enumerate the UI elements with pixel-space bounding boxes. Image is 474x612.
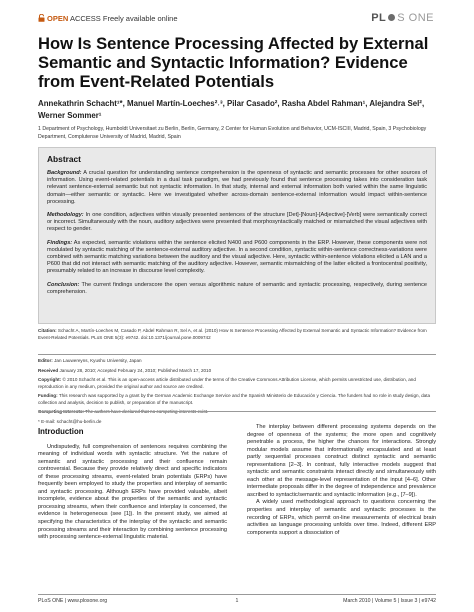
abstract-background: [47, 170, 427, 206]
findings-text: As expected, semantic violations within the sentence elicited N400 and P600 components in the ERP. However, these components were not modulated by syntactic matching of the sentence-external auditory adjective. In a second condition, syntactic within-sentence correctness-variations were combined with semantic matching variations between the auditory and the visual adjective. Here, syntactic within-sentence violations elicited a LAN and a P600 that did not interact with semantic matching of the auditory adjective. However, semantic mismatching of the latter elicited a frontocentral positivity, presumably related to an increase in discourse level complexity.: [47, 239, 427, 275]
funding-text: This research was supported by a grant by the German Academic Exchange Service and the Spanish Ministerio de Educación y Ciencia. The funders had no role in study design, data collection and analysis, decision to publish, or preparation of the manuscript.: [38, 393, 431, 405]
footer-divider: [38, 594, 436, 595]
abstract-box: [38, 147, 436, 324]
body-paragraph: The interplay between different processing systems depends on the degree of openness of the systems; the more open and cognitively penetrable a process, the higher the chances for interactions. Strongly modular models assume that informationally encapsulated and at least partly sequential processes construct distinct syntactic and semantic representations [2–3]. In contrast, fully interactive models suggest that syntactic and semantic constraints interact directly and simultaneously with each other at the message-level representation of the input [4–6]. Other intermediate proposals differ in the degree of independence and prevalence ascribed to syntactic/semantic and syntactic information (e.g., [7–9]).: [247, 424, 436, 498]
article-title: How Is Sentence Processing Affected by External Semantic and Syntactic Information? Evidence from Event-Related Potentials: [38, 34, 429, 91]
body-paragraph: A widely used methodological approach to questions concerning the properties and interplay of semantic and syntactic processes is the recording of ERPs, which permit on-line measurements of electrical brain activities as language processing unfolds over time. Indeed, different ERP components support a dissociation of: [247, 499, 436, 536]
brand-right: S ONE: [397, 12, 434, 24]
author-list: Annekathrin Schacht¹*, Manuel Martín-Loeches²˒³, Pilar Casado², Rasha Abdel Rahman¹, Alejandra Sel², Werner Sommer¹: [38, 99, 425, 120]
citation-label: Citation:: [38, 328, 57, 333]
interests-text: The authors have declared that no competing interests exist.: [85, 409, 209, 414]
divider: [38, 354, 436, 355]
received-label: Received: [38, 367, 59, 373]
dates: [38, 368, 436, 375]
brand-dot-icon: [388, 14, 395, 21]
divider: [38, 411, 436, 412]
dates-text: January 28, 2010; Accepted February 24, 2010; Published March 17, 2010: [59, 367, 212, 373]
introduction-heading: Introduction: [38, 427, 84, 436]
copyright-label: Copyright:: [38, 377, 62, 382]
funding: [38, 393, 436, 406]
abstract-methodology: [47, 212, 427, 234]
affiliations: 1 Department of Psychology, Humboldt Universitaet zu Berlin, Berlin, Germany, 2 Center for Human Evolution and Behavior, UCM-ISCIII, Madrid, Spain, 3 Psychobiology Department, Complutense University of Madrid, Madrid, Spain: [38, 126, 427, 140]
open-access-banner[interactable]: [38, 14, 178, 23]
conclusion-lead: Conclusion:: [47, 281, 80, 288]
findings-lead: Findings:: [47, 239, 73, 246]
methodology-text: In one condition, adjectives within visually presented sentences of the structure [Det]-[Noun]-[Adjective]-[Verb] were semantically correct or incorrect. Simultaneously with the noun, auditory adjectives were presented that morphosyntactically matched or mismatched the visual adjectives with respect to gender.: [47, 212, 427, 233]
footer-journal[interactable]: PLoS ONE | www.plosone.org: [38, 598, 108, 604]
methodology-lead: Methodology:: [47, 212, 84, 219]
copyright: [38, 377, 436, 390]
brand-left: PL: [371, 12, 387, 24]
article-details: [38, 358, 436, 428]
page-number: 1: [235, 598, 239, 604]
email-link[interactable]: schacht@hu-berlin.de: [56, 418, 102, 424]
journal-header: [38, 12, 434, 28]
interests-label: Competing Interests:: [38, 409, 84, 414]
open-access-label: OPEN: [47, 14, 69, 23]
citation: [38, 328, 436, 341]
background-text: A crucial question for understanding sentence comprehension is the openness of syntactic and semantic processes for other sources of information. Using event-related potentials in a dual task paradigm, we had previously found that sentence processing takes into consideration task relevant sentence-external semantic but not syntactic information. In that study, internal and external information both varied within the same linguistic domain—either semantic or syntactic. Here we investigated whether across-domain sentence-external information would impact within-sentence processing.: [47, 170, 427, 205]
copyright-text: © 2010 Schacht et al. This is an open-access article distributed under the terms of the Creative Commons Attribution License, which permits unrestricted use, distribution, and reproduction in any medium, provided the original author and source are credited.: [38, 377, 416, 389]
conclusion-text: The current findings underscore the open versus algorithmic nature of semantic and syntactic processing, respectively, during sentence comprehension.: [47, 281, 428, 295]
body-paragraph: Undisputedly, full comprehension of sentences requires combining the meaning of individual words with syntactic structure. Yet the nature of semantic and syntactic processing and their confluence remain controversial. Because they provide relatively direct and specific indicators of these processing streams, event-related brain potentials (ERPs) have frequently been employed to study the properties and interplay of semantic and syntactic processing. Although ERPs have provided valuable, albeit incomplete, evidence about the properties of the semantic and syntactic processing streams, when their confluence and interplay is concerned, the evidence is heterogeneous (see [1]). In the present study, we aimed at specifying the characteristics of the interplay of the syntactic and semantic processing streams and their interaction by combining sentence processing with processing sentence-external linguistic material.: [38, 443, 227, 541]
plos-one-logo: [371, 12, 434, 24]
footer-issue: March 2010 | Volume 5 | Issue 3 | e9742: [343, 598, 436, 604]
article-metadata: [38, 328, 436, 344]
abstract-findings: [47, 240, 427, 276]
editor: [38, 358, 436, 365]
email-label: * E-mail:: [38, 418, 56, 424]
open-access-text: ACCESS Freely available online: [69, 14, 178, 23]
competing-interests: [38, 409, 436, 416]
body-column-left: [38, 424, 227, 542]
body-column-right: [247, 424, 436, 537]
page-footer: [38, 598, 436, 608]
abstract-conclusion: [47, 282, 427, 296]
background-lead: Background:: [47, 170, 82, 176]
citation-text[interactable]: Schacht A, Martín-Loeches M, Casado P, Abdel Rahman R, Sel A, et al. (2010) How Is Sentence Processing Affected by External Semantic and Syntactic Information? Evidence from Event-Related Potentials. PLoS ONE 5(3): e9742. doi:10.1371/journal.pone.0009742: [38, 328, 427, 340]
editor-text: Jan Lauwereyns, Kyushu University, Japan: [54, 358, 142, 363]
funding-label: Funding:: [38, 393, 58, 398]
editor-label: Editor:: [38, 358, 53, 363]
open-lock-icon: [38, 14, 45, 22]
abstract-heading: Abstract: [47, 154, 81, 164]
